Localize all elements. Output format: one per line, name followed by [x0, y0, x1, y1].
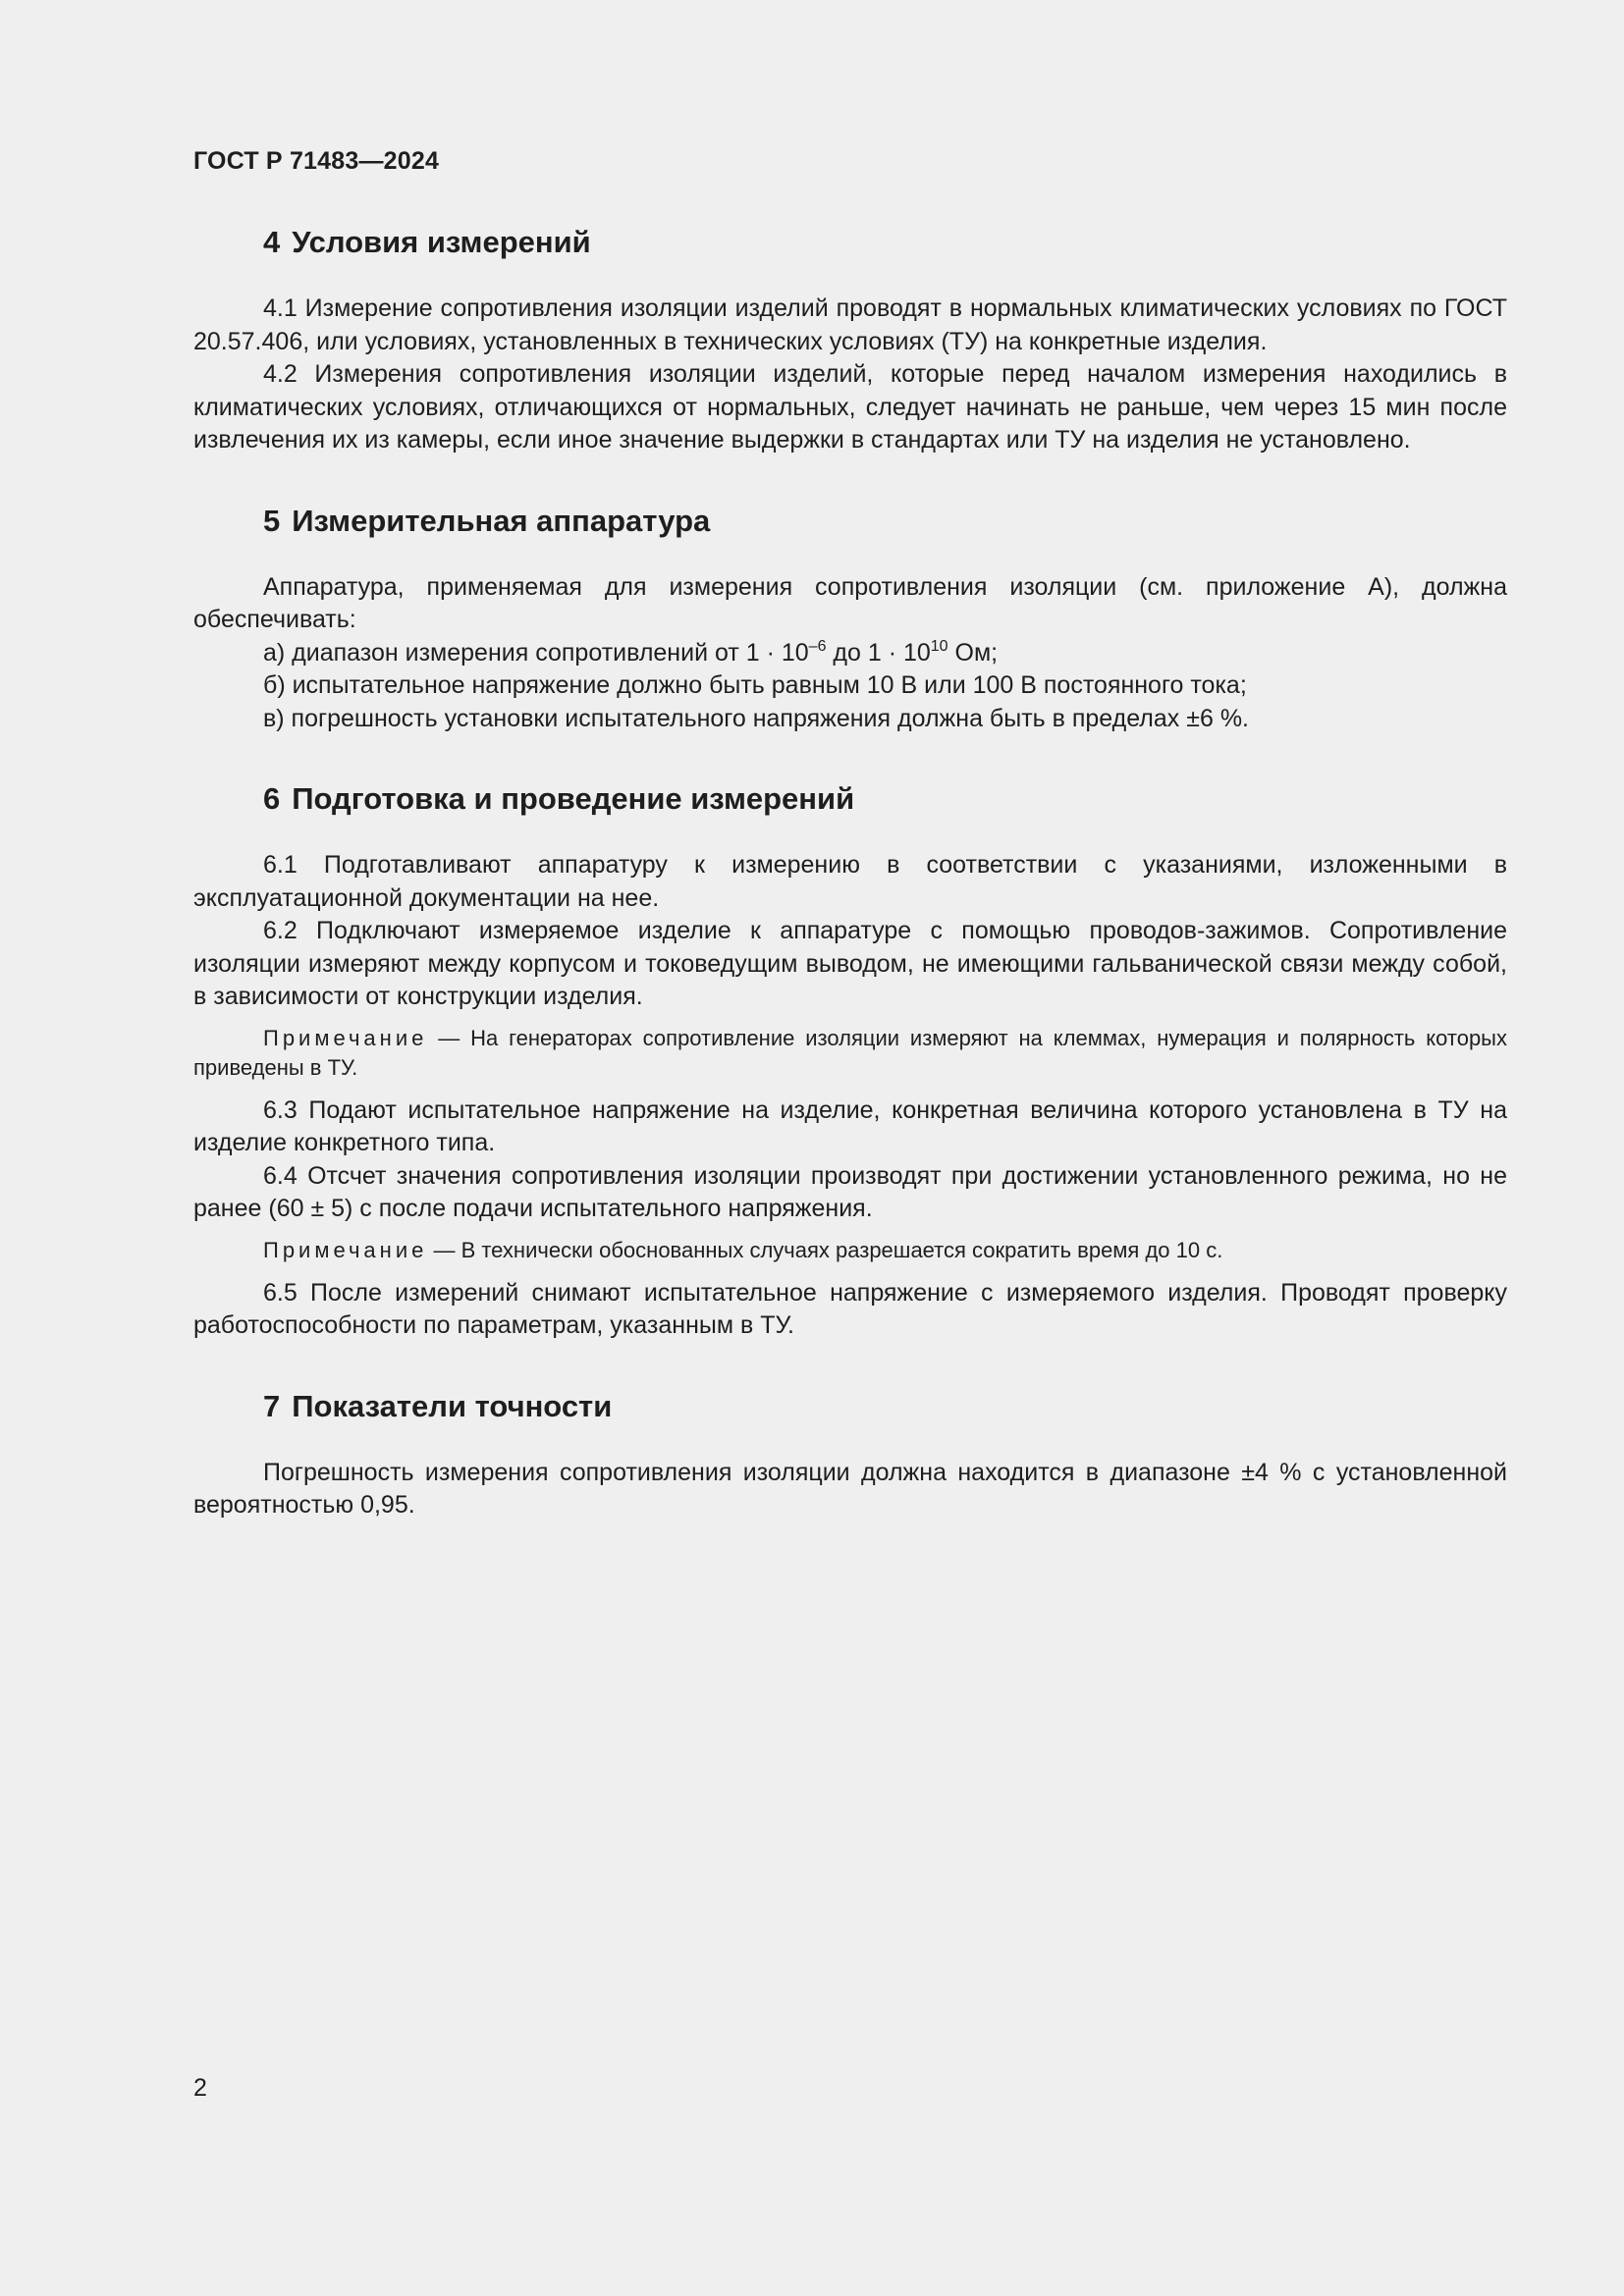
paragraph-4-2: 4.2 Измерения сопротивления изоляции изделий, которые перед началом измерения находились в климатических условиях, отличающихся от нормальных, следует начинать не раньше, чем через 15 мин после извлечения их из камеры, если иное значение выдержки в стандартах или ТУ на изделия не установлено. [193, 360, 1507, 454]
section-4-heading [193, 222, 1507, 263]
section-6-number: 6 [263, 781, 281, 816]
section-6-title: Подготовка и проведение измерений [292, 781, 855, 816]
section-7-number: 7 [263, 1388, 281, 1423]
paragraph-6-3: 6.3 Подают испытательное напряжение на изделие, конкретная величина которого установлена в ТУ на изделие конкретного типа. [193, 1095, 1507, 1156]
section-5-heading [193, 501, 1507, 542]
note-text: — На генераторах сопротивление изоляции измеряют на клеммах, нумерация и полярность которых приведены в ТУ. [193, 1025, 1507, 1080]
section-5-title: Измерительная аппаратура [292, 503, 711, 538]
paragraph-5-intro: Аппаратура, применяемая для измерения сопротивления изоляции (см. приложение А), должна обеспечивать: [193, 572, 1507, 633]
list-item-c: в) погрешность установки испытательного напряжения должна быть в пределах ±6 %. [263, 704, 1249, 732]
note-text: — В технически обоснованных случаях разрешается сократить время до 10 с. [427, 1237, 1223, 1262]
list-item-a-text-1: а) диапазон измерения сопротивлений от 1 · 10 [263, 638, 809, 667]
section-4-number: 4 [263, 225, 281, 259]
note-6-4 [193, 1236, 1507, 1265]
paragraph-7-1: Погрешность измерения сопротивления изоляции должна находится в диапазоне ±4 % с установленной вероятностью 0,95. [193, 1458, 1507, 1519]
paragraph-6-5: 6.5 После измерений снимают испытательное напряжение с измеряемого изделия. Проводят проверку работоспособности по параметрам, указанным в ТУ. [193, 1278, 1507, 1339]
paragraph-4-1: 4.1 Измерение сопротивления изоляции изделий проводят в нормальных климатических условиях по ГОСТ 20.57.406, или условиях, установленных в технических условиях (ТУ) на конкретные изделия. [193, 294, 1507, 355]
paragraph-6-2: 6.2 Подключают измеряемое изделие к аппаратуре с помощью проводов-зажимов. Сопротивление изоляции измеряют между корпусом и токоведущим выводом, не имеющими гальванической связи между собой, в зависимости от конструкции изделия. [193, 917, 1507, 1010]
document-id-header: ГОСТ Р 71483—2024 [193, 147, 440, 175]
section-4-title: Условия измерений [292, 225, 591, 259]
section-7-title: Показатели точности [292, 1388, 613, 1423]
section-6-heading [193, 778, 1507, 820]
note-6-2 [193, 1024, 1507, 1083]
section-7-heading [193, 1386, 1507, 1427]
exponent-10: 10 [930, 637, 948, 655]
note-label: Примечание [263, 1237, 428, 1262]
list-item-a [193, 637, 1507, 670]
page-number: 2 [193, 2074, 207, 2102]
exponent-minus-6: –6 [808, 637, 827, 655]
paragraph-6-4: 6.4 Отсчет значения сопротивления изоляции производят при достижении установленного режима, но не ранее (60 ± 5) с после подачи испытательного напряжения. [193, 1161, 1507, 1222]
section-5-number: 5 [263, 503, 281, 538]
list-item-b: б) испытательное напряжение должно быть равным 10 В или 100 В постоянного тока; [263, 671, 1247, 699]
document-body [193, 222, 1507, 1522]
note-label: Примечание [263, 1025, 428, 1050]
paragraph-6-1: 6.1 Подготавливают аппаратуру к измерению в соответствии с указаниями, изложенными в эксплуатационной документации на нее. [193, 851, 1507, 912]
list-item-a-text-2: до 1 · 10 [826, 638, 931, 667]
list-item-a-text-3: Ом; [947, 638, 999, 667]
